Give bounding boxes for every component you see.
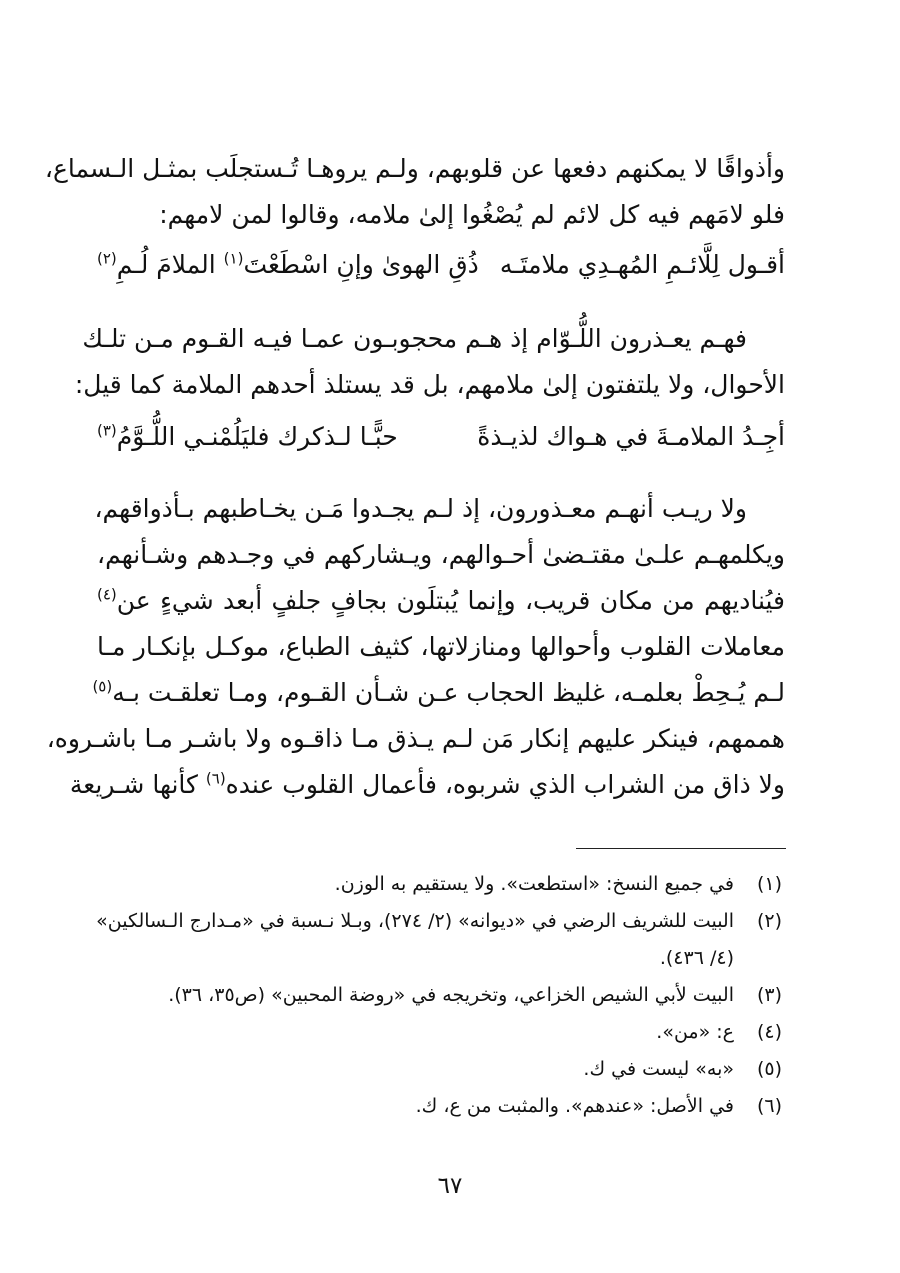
text-line-content: ولا ذاق من الشراب الذي شربوه، فأعمال القلوب عنده	[225, 770, 785, 799]
footnote-number: (١)	[756, 873, 782, 895]
verse-text: ذُقِ الهوىٰ وإنِ اسْطَعْتَ	[243, 250, 479, 279]
text-line: فلو لامَهم فيه كل لائم لم يُصْغُوا إلىٰ ملامه، وقالوا لمن لامهم:	[159, 200, 785, 229]
footnote-mark: (٦)	[205, 769, 226, 788]
text-line: معاملات القلوب وأحوالها ومنازلاتها، كثيف الطباع، موكـل بإنكـار مـا	[97, 632, 785, 661]
text-line: وأذواقًا لا يمكنهم دفعها عن قلوبهم، ولـم يروهـا تُـستجلَب بمثـل الـسماع،	[44, 154, 785, 183]
footnote-mark: (٣)	[97, 421, 117, 440]
footnote-number: (٦)	[756, 1095, 782, 1117]
verse-text: حبًّـا لـذكرك فليَلُمْنـي اللُّـوَّمُ	[116, 422, 398, 451]
footnote-text: ع: «من».	[656, 1021, 734, 1043]
text-line-content: كأنها شـريعة	[69, 770, 206, 799]
text-line: ويكلمهـم علـىٰ مقتـضىٰ أحـوالهم، ويـشاركهم في وجـدهم وشـأنهم،	[97, 540, 785, 569]
text-line: الأحوال، ولا يلتفتون إلىٰ ملامهم، بل قد يستلذ أحدهم الملامة كما قيل:	[74, 370, 785, 399]
text-line: هممهم، فينكر عليهم إنكار مَن لـم يـذق مـا ذاقـوه ولا باشـر مـا باشـروه،	[46, 724, 785, 753]
footnote	[96, 903, 782, 940]
footnote	[102, 1014, 782, 1051]
text-line-content: فيُناديهم من مكان قريب، وإنما يُبتلَون بجافٍ جلفٍ أبعد شيءٍ عن	[116, 586, 785, 615]
text-line	[92, 670, 785, 716]
verse-text: الملامَ لُـمِ	[116, 250, 224, 279]
text-line: فهـم يعـذرون اللُّـوّام إذ هـم محجوبـون عمـا فيـه القـوم مـن تلـك	[82, 324, 747, 353]
footnote-mark: (١)	[223, 249, 244, 268]
footnote-mark: (٥)	[92, 677, 113, 696]
verse-hemistich-first: أقـول لِلَّائـمِ المُهـدِي ملامتَـه	[499, 250, 785, 279]
footnote-text: «به» ليست في ك.	[583, 1058, 734, 1080]
text-line	[69, 762, 785, 808]
footnote-continuation: (٤/ ٤٣٦).	[659, 947, 734, 969]
verse-hemistich-second	[97, 414, 398, 460]
paragraph-1	[44, 146, 785, 238]
paragraph-2	[74, 316, 785, 408]
footnote-number: (٢)	[756, 910, 782, 932]
footnote-mark: (٤)	[97, 585, 117, 604]
footnote-divider	[576, 848, 786, 849]
footnote	[102, 1051, 782, 1088]
footnote-number: (٥)	[756, 1058, 782, 1080]
footnote	[102, 1088, 782, 1125]
page-number: ٦٧	[437, 1173, 463, 1199]
footnote-text: البيت لأبي الشيص الخزاعي، وتخريجه في «روضة المحبين» (ص٣٥، ٣٦).	[168, 984, 734, 1006]
verse-hemistich-second	[97, 242, 479, 288]
verse-1	[97, 242, 785, 288]
text-line: ولا ريـب أنهـم معـذورون، إذ لـم يجـدوا مَـن يخـاطبهم بـأذواقهم،	[94, 494, 747, 523]
footnote-mark: (٢)	[97, 249, 117, 268]
footnote-number: (٤)	[756, 1021, 782, 1043]
text-line-content: لـم يُـحِطْ بعلمـه، غليظ الحجاب عـن شـأن القـوم، ومـا تعلقـت بـه	[112, 678, 785, 707]
footnotes	[96, 866, 782, 1125]
verse-hemistich-first: أجِـدُ الملامـةَ في هـواك لذيـذةً	[477, 422, 785, 451]
footnote-text: البيت للشريف الرضي في «ديوانه» (٢/ ٢٧٤)، وبـلا نـسبة في «مـدارج الـسالكين»	[96, 910, 734, 932]
footnote	[102, 977, 782, 1014]
verse-2	[97, 414, 785, 460]
paragraph-3	[46, 486, 785, 808]
footnote-text: في جميع النسخ: «استطعت». ولا يستقيم به الوزن.	[334, 873, 734, 895]
footnote-text: في الأصل: «عندهم». والمثبت من ع، ك.	[415, 1095, 734, 1117]
text-line	[97, 578, 785, 624]
footnote-number: (٣)	[756, 984, 782, 1006]
footnote	[102, 866, 782, 903]
